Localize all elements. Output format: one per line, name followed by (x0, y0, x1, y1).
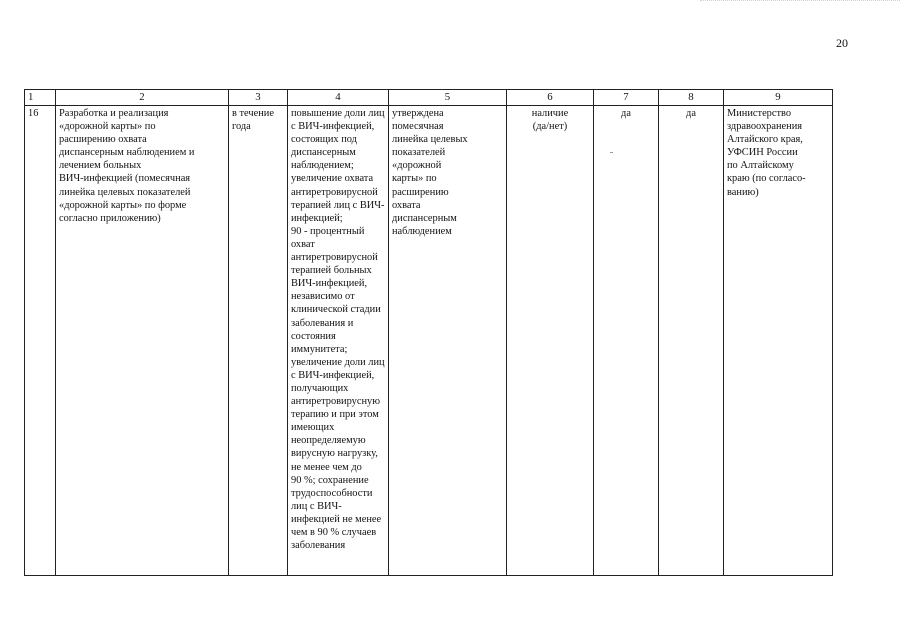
header-cell-3: 3 (229, 90, 288, 106)
header-cell-8: 8 (659, 90, 724, 106)
header-cell-2: 2 (56, 90, 229, 106)
header-cell-5: 5 (389, 90, 507, 106)
header-cell-6: 6 (507, 90, 594, 106)
plan-table (24, 89, 833, 576)
responsible-cell: Министерство здравоохранения Алтайского края, УФСИН России по Алтайскому краю (по согласо- ванию) (724, 106, 833, 576)
scan-dot (610, 152, 613, 153)
header-cell-4: 4 (288, 90, 389, 106)
row-number-cell: 16 (25, 106, 56, 576)
scan-artifact (700, 0, 900, 4)
header-cell-1: 1 (25, 90, 56, 106)
page-number: 20 (836, 36, 848, 50)
deadline-cell: в течение года (229, 106, 288, 576)
measure-name-cell: Разработка и реализация «дорожной карты» по расширению охвата диспансерным наблюдением и лечением больных ВИЧ-инфекцией (помесячная линейка целевых показателей «дорожной карты» по форме согласно приложению) (56, 106, 229, 576)
value-cell-8: да (659, 106, 724, 576)
header-cell-7: 7 (594, 90, 659, 106)
table-row (25, 106, 833, 576)
indicator-cell: утверждена помесячная линейка целевых показателей «дорожной карты» по расширению охвата диспансерным наблюдением (389, 106, 507, 576)
unit-cell: наличие (да/нет) (507, 106, 594, 576)
expected-result-cell: повышение доли лиц с ВИЧ-инфекцией, состоящих под диспансерным наблюдением; увеличение охвата антиретровирусной терапией лиц с ВИЧ- инфекцией; 90 - процентный охват антиретровирусной терапией больных ВИЧ-инфекцией, независимо от клинической стадии заболевания и состояния иммунитета; увеличение доли лиц с ВИЧ-инфекцией, получающих антиретровирусную терапию и при этом имеющих неопределяемую вирусную нагрузку, не менее чем до 90 %; сохранение трудоспособности лиц с ВИЧ- инфекцией не менее чем в 90 % случаев заболевания (288, 106, 389, 576)
table-header-row (25, 90, 833, 106)
value-cell-7: да (594, 106, 659, 576)
header-cell-9: 9 (724, 90, 833, 106)
